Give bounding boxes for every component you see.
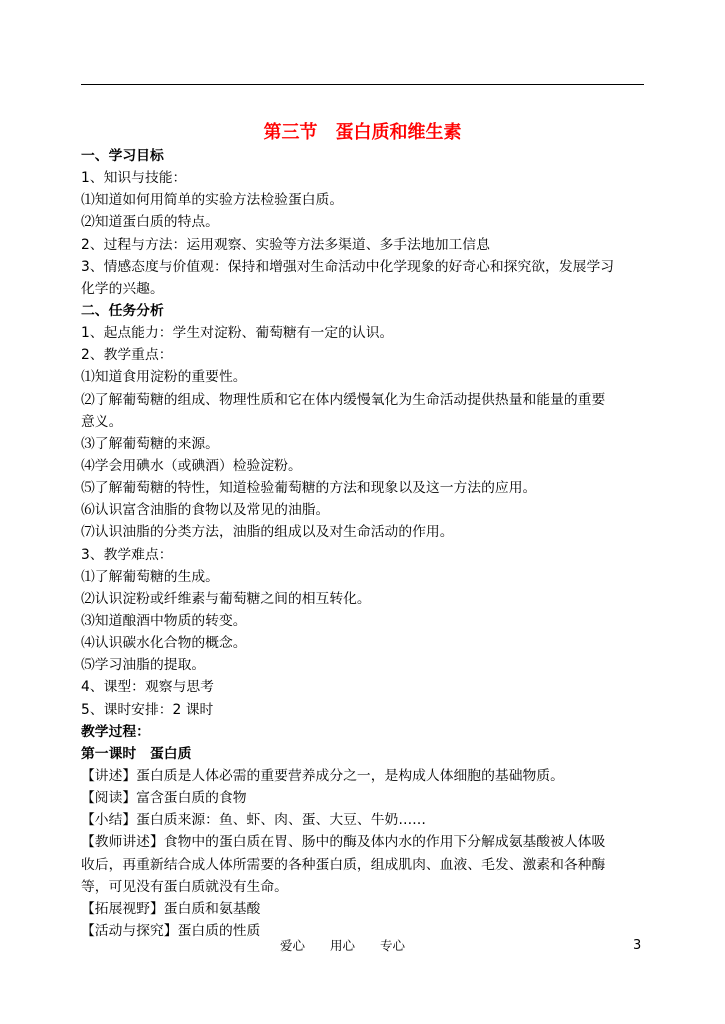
text-line: 2、过程与方法：运用观察、实验等方法多渠道、多手法地加工信息 — [81, 236, 490, 253]
text-line: ⑶知道酿酒中物质的转变。 — [81, 612, 247, 629]
footer-motto: 爱心 用心 专心 — [280, 938, 406, 953]
text-line: ⑸学习油脂的提取。 — [81, 657, 206, 674]
text-line: ⑸了解葡萄糖的特性，知道检验葡萄糖的方法和现象以及这一方法的应用。 — [81, 480, 537, 497]
text-line: ⑵认识淀粉或纤维素与葡萄糖之间的相互转化。 — [81, 590, 371, 607]
text-line: ⑺认识油脂的分类方法，油脂的组成以及对生命活动的作用。 — [81, 524, 454, 541]
page-number: 3 — [633, 938, 642, 953]
page-title: 第三节 蛋白质和维生素 — [263, 122, 462, 143]
text-line: 1、知识与技能： — [81, 170, 187, 187]
text-line: ⑴知道食用淀粉的重要性。 — [81, 369, 247, 386]
section-heading: 教学过程： — [81, 723, 150, 740]
text-line: 收后，再重新结合成人体所需要的各种蛋白质，组成肌肉、血液、毛发、激素和各种酶 — [81, 856, 606, 873]
text-line: ⑷学会用碘水（或碘酒）检验淀粉。 — [81, 457, 302, 474]
text-line: 4、课型：观察与思考 — [81, 679, 214, 696]
text-line: ⑷认识碳水化合物的概念。 — [81, 635, 247, 652]
text-line: 3、情感态度与价值观：保持和增强对生命活动中化学现象的好奇心和探究欲，发展学习 — [81, 258, 615, 275]
text-line: 【拓展视野】蛋白质和氨基酸 — [81, 900, 261, 917]
text-line: 意义。 — [81, 413, 123, 430]
section-heading: 二、任务分析 — [81, 302, 164, 319]
section-heading: 第一课时 蛋白质 — [81, 745, 192, 762]
text-line: 1、起点能力：学生对淀粉、葡萄糖有一定的认识。 — [81, 325, 394, 342]
text-line: ⑴知道如何用简单的实验方法检验蛋白质。 — [81, 192, 344, 209]
section-heading: 一、学习目标 — [81, 148, 164, 164]
text-line: 3、教学难点： — [81, 546, 173, 563]
text-line: ⑶了解葡萄糖的来源。 — [81, 435, 219, 452]
text-line: 【讲述】蛋白质是人体必需的重要营养成分之一，是构成人体细胞的基础物质。 — [81, 767, 564, 784]
text-line: ⑴了解葡萄糖的生成。 — [81, 568, 219, 585]
document-body — [81, 145, 644, 942]
text-line: 【教师讲述】食物中的蛋白质在胃、肠中的酶及体内水的作用下分解成氨基酸被人体吸 — [81, 834, 606, 851]
text-line: 【阅读】富含蛋白质的食物 — [81, 790, 247, 807]
text-line: ⑵了解葡萄糖的组成、物理性质和它在体内缓慢氧化为生命活动提供热量和能量的重要 — [81, 391, 606, 408]
text-line: ⑹认识富含油脂的食物以及常见的油脂。 — [81, 502, 330, 519]
text-line: 5、课时安排：2 课时 — [81, 701, 214, 718]
header-rule — [81, 84, 644, 85]
text-line: 等，可见没有蛋白质就没有生命。 — [81, 878, 288, 895]
text-line: 化学的兴趣。 — [81, 280, 164, 297]
text-line: 2、教学重点： — [81, 347, 173, 364]
text-line: 【小结】蛋白质来源：鱼、虾、肉、蛋、大豆、牛奶…… — [81, 812, 426, 829]
text-line: 【活动与探究】蛋白质的性质 — [81, 922, 261, 939]
text-line: ⑵知道蛋白质的特点。 — [81, 214, 219, 231]
